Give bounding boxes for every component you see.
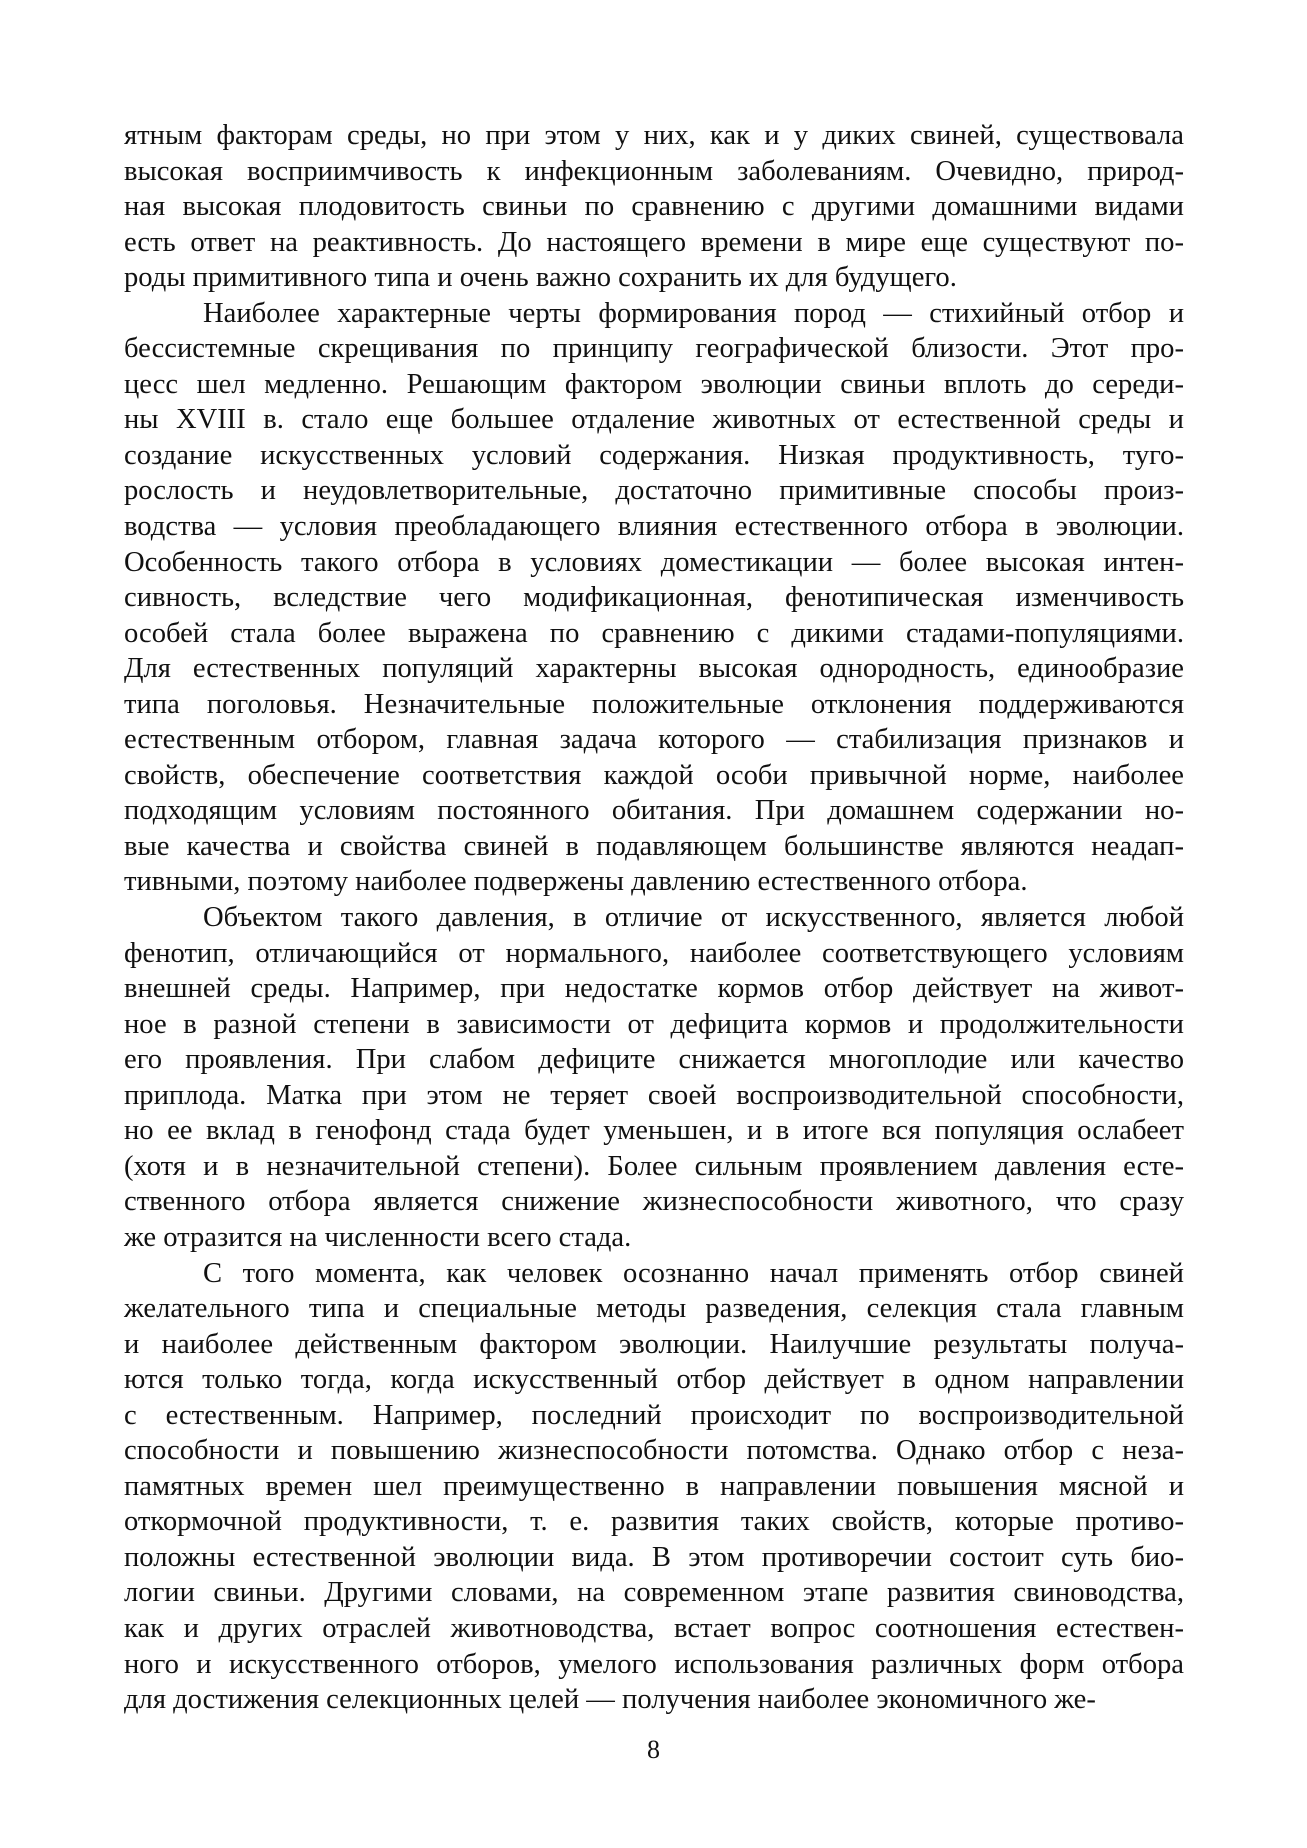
text-line: бессистемные скрещивания по принципу географической близости. Этот про- (124, 333, 1184, 365)
body-text (124, 118, 1184, 1718)
page-number: 8 (647, 1735, 660, 1764)
text-line: же отразится на численности всего стада. (124, 1221, 632, 1253)
text-line: Наиболее характерные черты формирования пород — стихийный отбор и (203, 297, 1184, 329)
text-line: желательного типа и специальные методы разведения, селекция стала главным (124, 1293, 1184, 1325)
text-line: роды примитивного типа и очень важно сохранить их для будущего. (124, 262, 957, 294)
text-line: для достижения селекционных целей — получения наиболее экономичного же- (124, 1684, 1096, 1716)
text-line: внешней среды. Например, при недостатке кормов отбор действует на живот- (124, 973, 1184, 1005)
text-line: его проявления. При слабом дефиците снижается многоплодие или качество (124, 1044, 1184, 1076)
text-line: (хотя и в незначительной степени). Более сильным проявлением давления есте- (124, 1150, 1184, 1182)
text-line: как и других отраслей животноводства, встает вопрос соотношения естествен- (124, 1612, 1184, 1644)
text-line: логии свиньи. Другими словами, на современном этапе развития свиноводства, (124, 1577, 1184, 1609)
text-line: вые качества и свойства свиней в подавляющем большинстве являются неадап- (124, 830, 1184, 862)
text-line: Особенность такого отбора в условиях доместикации — более высокая интен- (124, 546, 1184, 578)
text-line: положны естественной эволюции вида. В этом противоречии состоит суть био- (124, 1541, 1184, 1573)
text-line: водства — условия преобладающего влияния естественного отбора в эволюции. (124, 511, 1184, 543)
text-line: Для естественных популяций характерны высокая однородность, единообразие (124, 653, 1184, 685)
text-line: типа поголовья. Незначительные положительные отклонения поддерживаются (124, 688, 1184, 720)
text-line: свойств, обеспечение соответствия каждой особи привычной норме, наиболее (124, 759, 1184, 791)
text-line: особей стала более выражена по сравнению с дикими стадами-популяциями. (124, 617, 1184, 649)
text-line: ного и искусственного отборов, умелого использования различных форм отбора (124, 1648, 1184, 1680)
text-line: сивность, вследствие чего модификационная, фенотипическая изменчивость (124, 582, 1184, 614)
text-line: способности и повышению жизнеспособности потомства. Однако отбор с неза- (124, 1435, 1184, 1467)
text-line: ятным факторам среды, но при этом у них, как и у диких свиней, существовала (124, 120, 1184, 151)
text-line: но ее вклад в генофонд стада будет уменьшен, и в итоге вся популяция ослабеет (124, 1115, 1184, 1147)
paragraph (124, 118, 1184, 296)
text-line: памятных времен шел преимущественно в направлении повышения мясной и (124, 1470, 1184, 1502)
text-line: тивными, поэтому наиболее подвержены давлению естественного отбора. (124, 866, 1028, 898)
text-line: высокая восприимчивость к инфекционным заболеваниям. Очевидно, природ- (124, 155, 1184, 187)
text-line: ная высокая плодовитость свиньи по сравнению с другими домашними видами (124, 191, 1184, 223)
text-line: Объектом такого давления, в отличие от искусственного, является любой (203, 902, 1184, 934)
text-line: ны XVIII в. стало еще большее отдаление животных от естественной среды и (124, 404, 1184, 436)
paragraph (124, 900, 1184, 1255)
text-line: рослость и неудовлетворительные, достаточно примитивные способы произ- (124, 475, 1184, 507)
text-line: с естественным. Например, последний происходит по воспроизводительной (124, 1399, 1184, 1431)
text-line: фенотип, отличающийся от нормального, наиболее соответствующего условиям (124, 937, 1184, 969)
text-line: есть ответ на реактивность. До настоящего времени в мире еще существуют по- (124, 226, 1184, 258)
text-line: ются только тогда, когда искусственный отбор действует в одном направлении (124, 1364, 1184, 1396)
text-line: и наиболее действенным фактором эволюции. Наилучшие результаты получа- (124, 1328, 1184, 1360)
text-line: С того момента, как человек осознанно начал применять отбор свиней (203, 1257, 1184, 1289)
paragraph (124, 296, 1184, 900)
text-line: создание искусственных условий содержания. Низкая продуктивность, туго- (124, 439, 1184, 471)
text-line: подходящим условиям постоянного обитания. При домашнем содержании но- (124, 795, 1184, 827)
text-line: ственного отбора является снижение жизнеспособности животного, что сразу (124, 1186, 1184, 1218)
text-line: цесс шел медленно. Решающим фактором эволюции свиньи вплоть до середи- (124, 368, 1184, 400)
text-line: приплода. Матка при этом не теряет своей воспроизводительной способности, (124, 1079, 1184, 1111)
text-line: естественным отбором, главная задача которого — стабилизация признаков и (124, 724, 1184, 756)
text-line: откормочной продуктивности, т. е. развития таких свойств, которые противо- (124, 1506, 1184, 1538)
paragraph (124, 1256, 1184, 1718)
text-line: ное в разной степени в зависимости от дефицита кормов и продолжительности (124, 1008, 1184, 1040)
